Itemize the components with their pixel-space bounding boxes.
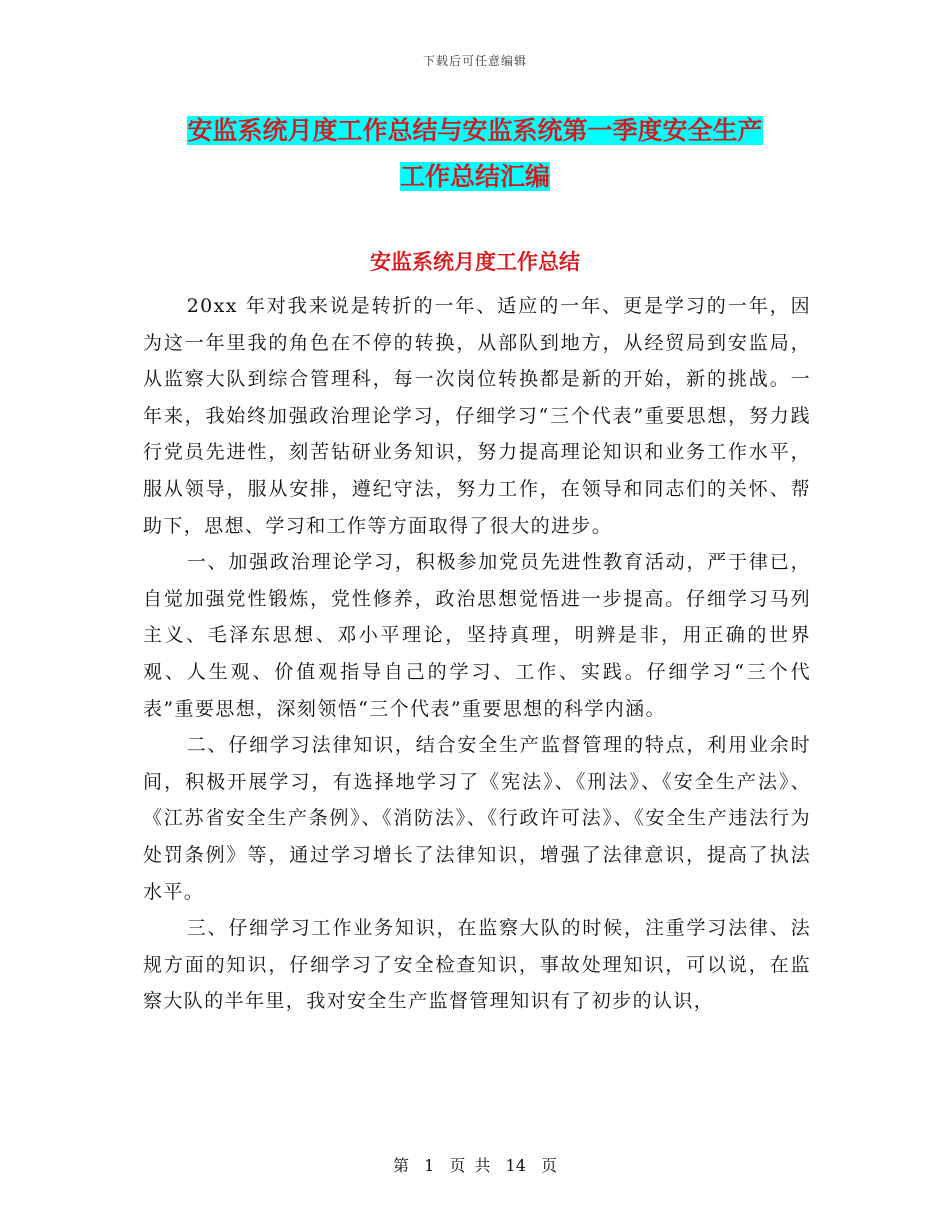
paragraph-intro: 20xx 年对我来说是转折的一年、适应的一年、更是学习的一年，因为这一年里我的角色在不停的转换，从部队到地方，从经贸局到安监局，从监察大队到综合管理科，每一次岗位转换都是新的开始，新的挑战。一年来，我始终加强政治理论学习，仔细学习“三个代表”重要思想，努力践行党员先进性，刻苦钻研业务知识，努力提高理论知识和业务工作水平，服从领导，服从安排，遵纪守法，努力工作，在领导和同志们的关怀、帮助下，思想、学习和工作等方面取得了很大的进步。 — [143, 295, 811, 537]
document-body — [143, 288, 811, 1020]
paragraph-two: 二、仔细学习法律知识，结合安全生产监督管理的特点，利用业余时间，积极开展学习，有选择地学习了《宪法》、《刑法》、《安全生产法》、《江苏省安全生产条例》、《消防法》、《行政许可法》、《安全生产违法行为处罚条例》等，通过学习增长了法律知识，增强了法律意识，提高了执法水平。 — [143, 734, 811, 903]
header-note: 下载后可任意编辑 — [422, 54, 527, 68]
document-title-line-2: 工作总结汇编 — [399, 162, 550, 191]
section-title: 安监系统月度工作总结 — [370, 250, 580, 274]
page-label-prefix: 第 — [392, 1156, 409, 1175]
page-label-mid: 页 共 — [449, 1156, 491, 1175]
paragraph-one: 一、加强政治理论学习，积极参加党员先进性教育活动，严于律已，自觉加强党性锻炼，党性修养，政治思想觉悟进一步提高。仔细学习马列主义、毛泽东思想、邓小平理论，坚持真理，明辨是非，用正确的世界观、人生观、价值观指导自己的学习、工作、实践。仔细学习“三个代表”重要思想，深刻领悟“三个代表”重要思想的科学内涵。 — [143, 551, 811, 720]
page-label-suffix: 页 — [541, 1156, 558, 1175]
document-title-line-1: 安监系统月度工作总结与安监系统第一季度安全生产 — [187, 116, 763, 145]
page-footer — [0, 1153, 950, 1176]
total-pages: 14 — [505, 1156, 526, 1175]
paragraph-three: 三、仔细学习工作业务知识，在监察大队的时候，注重学习法律、法规方面的知识，仔细学习了安全检查知识，事故处理知识，可以说，在监察大队的半年里，我对安全生产监督管理知识有了初步的认识， — [143, 917, 811, 1013]
document-title — [60, 108, 890, 200]
page-number: 1 — [424, 1156, 435, 1175]
